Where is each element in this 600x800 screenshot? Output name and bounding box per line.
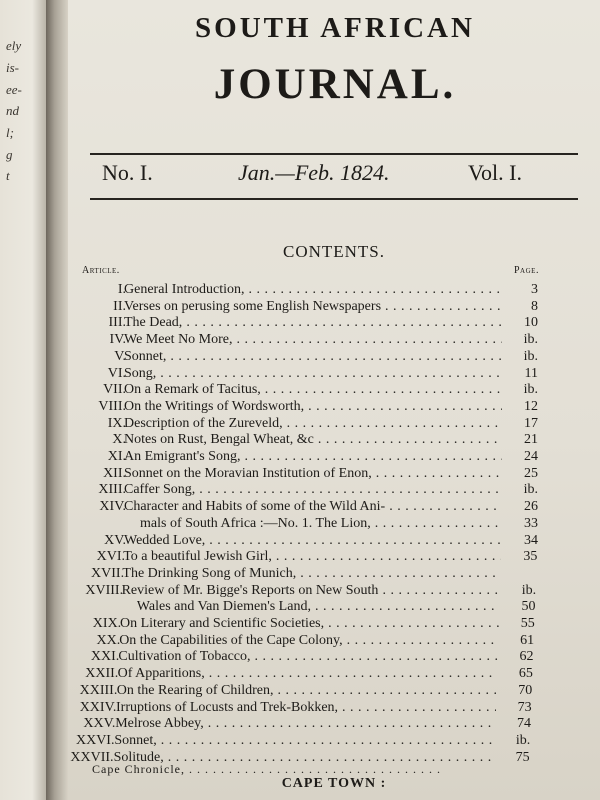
toc-article-title: Of Apparitions, . . . <box>118 665 497 683</box>
toc-article-number: XXVI. <box>75 732 115 748</box>
journal-title-line2: JOURNAL. <box>213 61 457 108</box>
toc-row <box>68 515 600 533</box>
toc-page-number: 33 <box>524 515 538 531</box>
toc-article-number: VII. <box>103 382 126 398</box>
toc-article-number: XVI. <box>96 549 126 565</box>
toc-row <box>68 331 600 349</box>
toc-article-title: Solitude, . . . <box>114 749 494 767</box>
left-page-fragment: g <box>6 147 13 162</box>
toc-article-number: XXII. <box>85 666 119 682</box>
toc-article-number: IV. <box>109 332 126 348</box>
toc-article-title: An Emigrant's Song, . . . <box>124 448 502 466</box>
left-page-fragment: ely <box>6 38 22 53</box>
toc-row <box>68 431 600 449</box>
toc-article-title: Cultivation of Tobacco, . . . <box>118 648 497 666</box>
toc-article-title: Wales and Van Diemen's Land, . . . <box>137 598 500 616</box>
toc-page-number: 62 <box>519 649 534 665</box>
toc-row <box>68 298 600 316</box>
toc-page-number: ib. <box>523 332 538 348</box>
toc-article-title: Description of the Zureveld, . . . <box>124 415 502 433</box>
toc-row <box>68 465 600 483</box>
toc-article-title: General Introduction, . . . <box>124 281 502 299</box>
toc-page-number: 65 <box>518 666 533 682</box>
left-page-fragment: t <box>6 168 10 183</box>
toc-article-title: Review of Mr. Bigge's Reports on New South . . . <box>122 582 500 600</box>
toc-row <box>68 281 600 299</box>
toc-page-number: 50 <box>521 599 536 615</box>
toc-page-number: 61 <box>520 632 535 648</box>
toc-row <box>68 448 600 466</box>
toc-article-number: XIX. <box>92 616 122 631</box>
toc-article-number: XXVII. <box>70 749 114 765</box>
toc-article-title: Song, . . . <box>124 365 502 383</box>
toc-page-number: 35 <box>523 549 538 565</box>
toc-article-title: On Literary and Scientific Societies, . . . <box>120 615 499 633</box>
toc-row <box>68 398 600 416</box>
contents-heading: CONTENTS. <box>282 242 386 261</box>
toc-article-number: III. <box>108 315 126 331</box>
toc-page-number: 10 <box>524 315 538 331</box>
toc-article-title: Irruptions of Locusts and Trek-Bokken, . . . <box>116 699 496 717</box>
toc-article-title: Caffer Song, . . . <box>124 481 502 499</box>
issue-date: Jan.—Feb. 1824. <box>238 160 390 185</box>
toc-row <box>68 699 600 717</box>
toc-page-number: ib. <box>523 382 538 398</box>
toc-article-number: IX. <box>107 415 126 431</box>
left-page-fragment: nd <box>6 103 19 118</box>
toc-article-title: Melrose Abbey, . . . <box>115 715 495 733</box>
toc-page-number: 17 <box>524 415 538 431</box>
issue-number: No. I. <box>102 160 153 185</box>
toc-row <box>68 598 600 616</box>
toc-article-title: To a beautiful Jewish Girl, . . . <box>123 548 501 566</box>
toc-row <box>68 348 600 366</box>
cape-chronicle-entry: Cape Chronicle, . . . . . . . . . . . . . . . . . . . . . . . . . . . . . . . . <box>92 762 441 776</box>
toc-page-number: 25 <box>524 465 538 481</box>
toc-row <box>68 565 600 583</box>
toc-article-title: On the Writings of Wordsworth, . . . <box>124 398 502 416</box>
volume-number: Vol. I. <box>468 160 522 185</box>
article-column-label: Article. <box>82 265 120 276</box>
cape-chronicle-label: Cape Chronicle, <box>92 762 185 776</box>
toc-article-number: XV. <box>104 532 126 548</box>
toc-page-number: 8 <box>531 298 538 314</box>
toc-article-number: XVII. <box>91 565 125 581</box>
toc-row <box>68 732 600 750</box>
journal-title-line1: SOUTH AFRICAN <box>195 12 475 44</box>
toc-page-number: 34 <box>524 532 538 548</box>
toc-row <box>68 582 600 600</box>
toc-article-number: X. <box>112 432 126 448</box>
left-page-fragment: ee- <box>6 82 22 97</box>
toc-article-title: Notes on Rust, Bengal Wheat, &c . . . <box>124 431 502 449</box>
toc-article-title: On the Rearing of Children, . . . <box>117 682 496 700</box>
toc-article-number: XII. <box>103 465 126 481</box>
toc-page-number: 12 <box>524 398 538 414</box>
toc-article-number: XX. <box>96 632 121 648</box>
toc-page-number: 55 <box>520 616 535 631</box>
toc-article-title: Sonnet, . . . <box>114 732 494 750</box>
toc-row <box>68 481 600 499</box>
toc-article-number: XXV. <box>83 716 116 732</box>
toc-row <box>68 498 600 516</box>
toc-article-number: XIII. <box>98 482 126 498</box>
toc-page-number: 21 <box>524 432 538 448</box>
masthead <box>98 160 570 196</box>
toc-row <box>68 381 600 399</box>
toc-row <box>68 532 600 550</box>
toc-row <box>68 314 600 332</box>
toc-page-number: ib. <box>523 348 538 364</box>
toc-article-title: On a Remark of Tacitus, . . . <box>124 381 502 399</box>
masthead-top-rule <box>90 153 578 155</box>
toc-article-number: XXIII. <box>79 682 118 698</box>
toc-article-title: mals of South Africa :—No. 1. The Lion, . . . <box>140 515 502 533</box>
toc-row <box>68 715 600 733</box>
left-facing-page <box>0 0 46 800</box>
toc-article-number: XIV. <box>99 499 126 515</box>
toc-article-title: Sonnet on the Moravian Institution of Enon, . . . <box>124 465 502 483</box>
toc-row <box>68 665 600 683</box>
toc-article-number: XVIII. <box>85 582 124 598</box>
toc-article-title: Sonnet, . . . <box>124 348 502 366</box>
toc-page-number: 75 <box>515 749 530 765</box>
toc-article-title: We Meet No More, . . . <box>124 331 502 349</box>
toc-row <box>68 648 600 666</box>
toc-article-number: XXI. <box>90 649 120 665</box>
toc-article-number: VIII. <box>98 398 126 414</box>
toc-article-number: XXIV. <box>79 699 117 715</box>
toc-row <box>68 548 600 566</box>
toc-page-number: 74 <box>516 716 531 732</box>
toc-page-number: ib. <box>515 732 531 748</box>
toc-page-number: 11 <box>524 365 538 381</box>
masthead-bottom-rule <box>90 198 578 200</box>
book-gutter <box>46 0 68 800</box>
toc-article-title: The Dead, . . . <box>124 314 502 332</box>
toc-row <box>68 632 600 650</box>
left-page-fragment: l; <box>6 125 14 140</box>
toc-article-number: VI. <box>107 365 126 381</box>
toc-article-number: II. <box>113 298 126 314</box>
page-column-label: Page. <box>514 265 539 276</box>
toc-page-number: 3 <box>531 282 538 297</box>
toc-article-number: V. <box>114 348 126 364</box>
toc-page-number: 24 <box>524 449 538 464</box>
toc-article-title: On the Capabilities of the Cape Colony, . . . <box>119 632 498 650</box>
toc-article-title: The Drinking Song of Munich, . . . <box>122 565 500 583</box>
left-page-fragment: is- <box>6 60 19 75</box>
contents-page <box>68 0 600 800</box>
toc-article-title: Wedded Love, . . . <box>124 532 502 550</box>
toc-row <box>68 682 600 700</box>
toc-page-number: ib. <box>521 582 537 598</box>
toc-page-number: 73 <box>517 699 532 715</box>
toc-article-title: Verses on perusing some English Newspapers . . . <box>124 298 502 316</box>
toc-page-number: ib. <box>523 482 538 498</box>
toc-page-number: 70 <box>518 682 533 698</box>
toc-article-title: Character and Habits of some of the Wild Ani- . . . <box>124 498 502 516</box>
toc-row <box>68 415 600 433</box>
imprint: CAPE TOWN : <box>281 776 387 791</box>
toc-row <box>68 365 600 383</box>
toc-article-number: XI. <box>107 449 126 464</box>
toc-page-number: 26 <box>524 499 538 515</box>
toc-article-number: I. <box>117 282 126 297</box>
toc-row <box>68 615 600 633</box>
